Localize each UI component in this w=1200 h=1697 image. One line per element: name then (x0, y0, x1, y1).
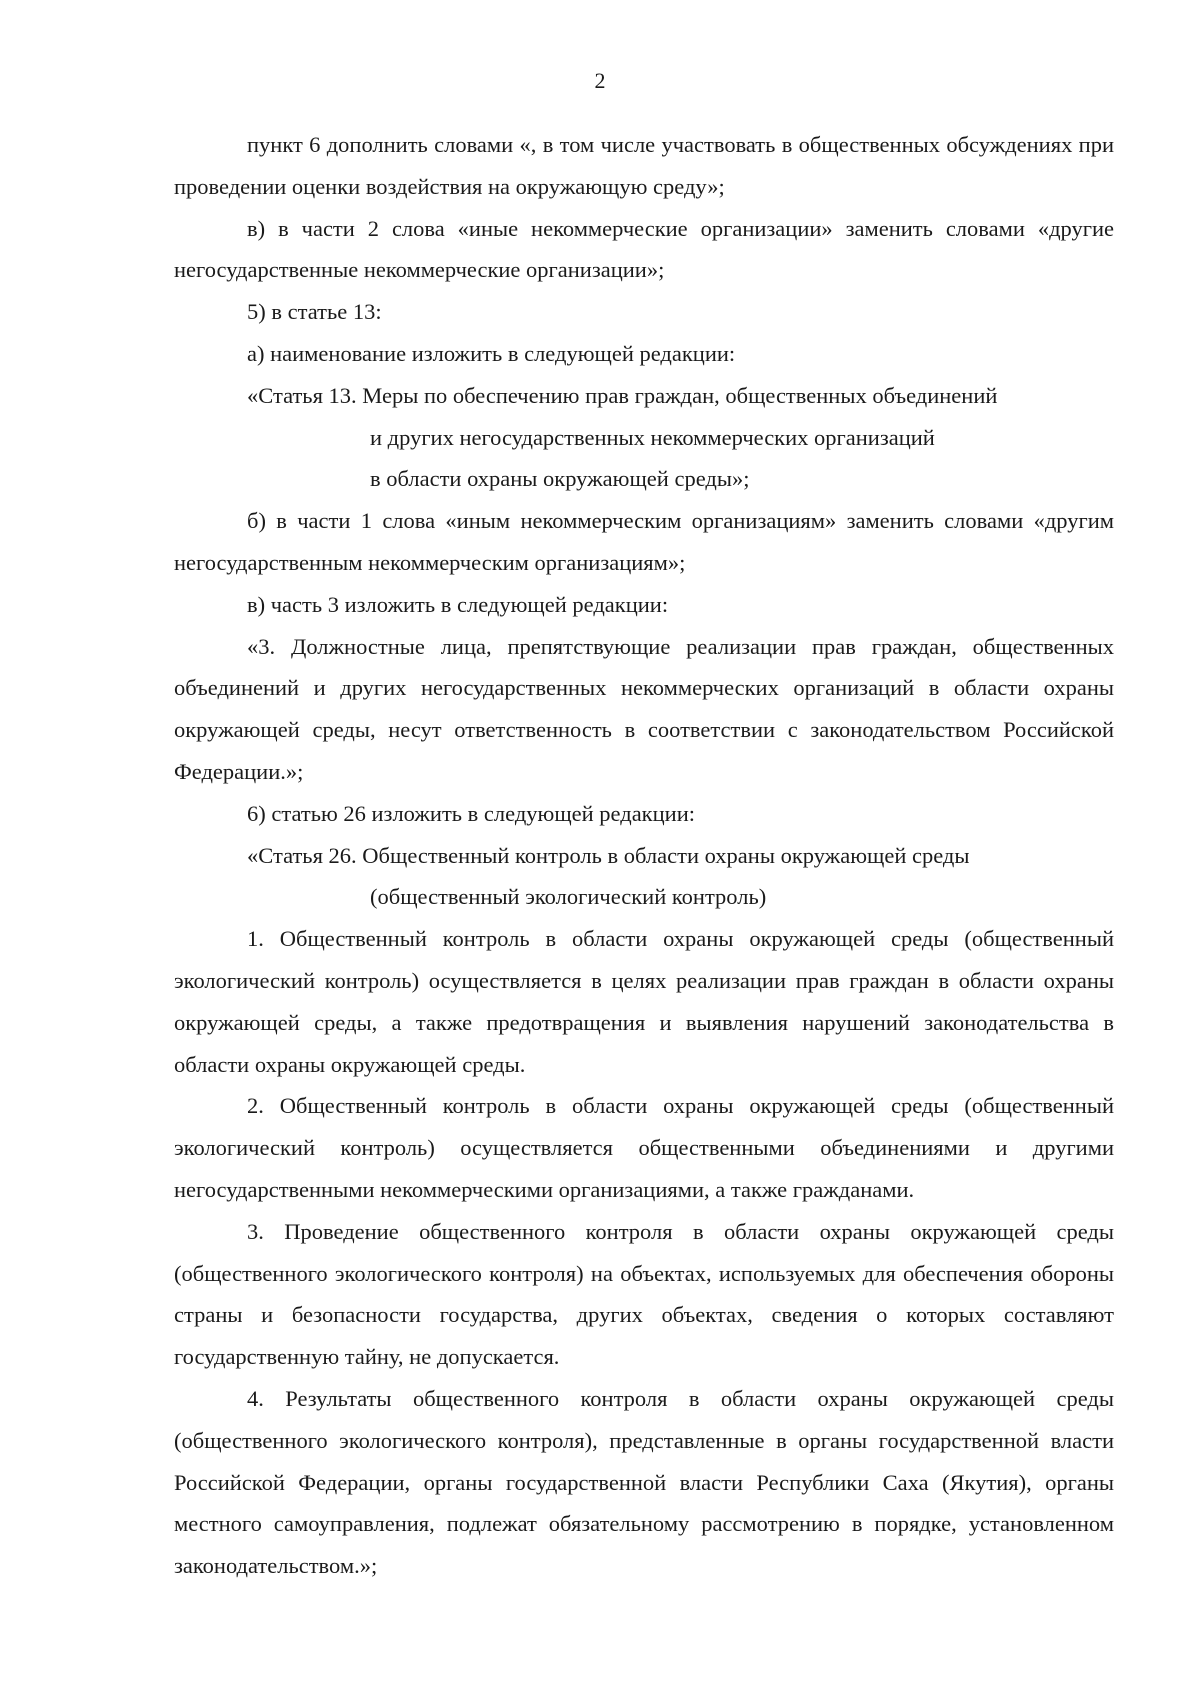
article-13-title-line-2: и других негосударственных некоммерческих организаций (370, 424, 935, 450)
article-13-title-line-3: в области охраны окружающей среды»; (370, 466, 750, 492)
paragraph-part-1-replacement: б) в части 1 слова «иным некоммерческим организациям» заменить словами «другим негосударственным некоммерческим организациям»; (174, 508, 1114, 575)
document-body (174, 124, 1114, 1587)
article-26-title-line-1: «Статья 26. Общественный контроль в области охраны окружающей среды (247, 842, 970, 868)
article-13-title-line-1: «Статья 13. Меры по обеспечению прав граждан, общественных объединений (247, 382, 998, 408)
page-number: 2 (594, 68, 606, 93)
article-26-title (174, 835, 1114, 919)
paragraph-item-6-addition: пункт 6 дополнить словами «, в том числе участвовать в общественных обсуждениях при проведении оценки воздействия на окружающую среду»; (174, 132, 1114, 199)
article-26-title-line-2: (общественный экологический контроль) (370, 884, 767, 910)
paragraph-title-amendment: а) наименование изложить в следующей редакции: (247, 340, 736, 366)
paragraph-part-2-replacement: в) в части 2 слова «иные некоммерческие организации» заменить словами «другие негосударственные некоммерческие организации»; (174, 215, 1114, 283)
article-13-title (174, 375, 1114, 500)
paragraph-part-3-amendment: в) часть 3 изложить в следующей редакции: (247, 591, 669, 617)
paragraph-article-26-part-3: 3. Проведение общественного контроля в области охраны окружающей среды (общественного экологического контроля) на объектах, используемых для обеспечения обороны страны и безопасности государства, других объектах, сведения о которых составляют государственную тайну, не допускается. (174, 1218, 1114, 1370)
paragraph-officials-liability: «3. Должностные лица, препятствующие реализации прав граждан, общественных объединений и других негосударственных некоммерческих организаций в области охраны окружающей среды, несут ответственность в соответствии с законодательством Российской Федерации.»; (174, 633, 1114, 784)
paragraph-article-26-part-4: 4. Результаты общественного контроля в области охраны окружающей среды (общественного экологического контроля), представленные в органы государственной власти Российской Федерации, органы государственной власти Республики Саха (Якутия), органы местного самоуправления, подлежат обязательному рассмотрению в порядке, установленном законодательством.»; (174, 1385, 1114, 1579)
paragraph-article-26-amendment: 6) статью 26 изложить в следующей редакции: (247, 800, 695, 826)
paragraph-article-26-part-1: 1. Общественный контроль в области охраны окружающей среды (общественный экологический контроль) осуществляется в целях реализации прав граждан в области охраны окружающей среды, а также предотвращения и выявления нарушений законодательства в области охраны окружающей среды. (174, 926, 1114, 1077)
paragraph-article-26-part-2: 2. Общественный контроль в области охраны окружающей среды (общественный экологический контроль) осуществляется общественными объединениями и другими негосударственными некоммерческими организациями, а также гражданами. (174, 1093, 1114, 1202)
paragraph-article-13-heading: 5) в статье 13: (247, 299, 382, 325)
